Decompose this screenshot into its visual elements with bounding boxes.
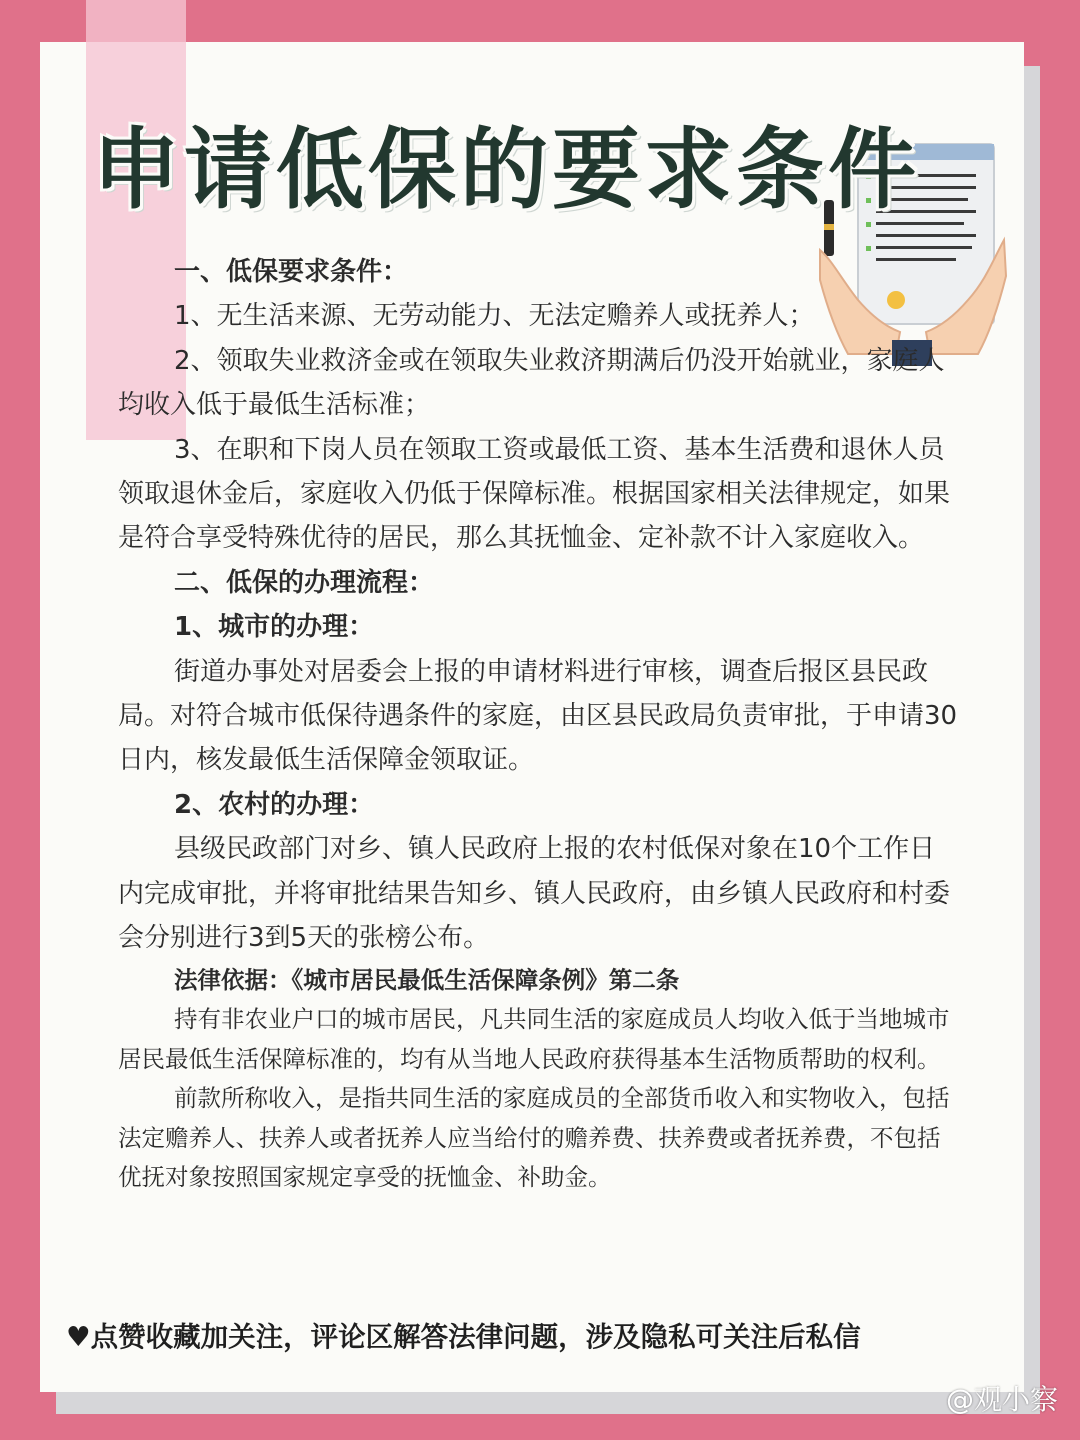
subheading-rural: 2、农村的办理： — [174, 789, 375, 820]
page-title: 申请低保的要求条件 — [92, 118, 921, 221]
subheading-city: 1、城市的办理： — [174, 612, 375, 643]
article-body — [118, 250, 958, 1198]
legal-basis-heading: 法律依据：《城市居民最低生活保障条例》第二条 — [174, 965, 680, 994]
legal-basis-paragraph-1: 持有非农业户口的城市居民，凡共同生活的家庭成员人均收入低于当地城市居民最低生活保障标准的，均有从当地人民政府获得基本生活物质帮助的权利。 — [118, 1005, 950, 1073]
paragraph-requirement-2: 2、领取失业救济金或在领取失业救济期满后仍没开始就业，家庭人均收入低于最低生活标准； — [118, 345, 945, 421]
footer-call-to-action: ♥点赞收藏加关注，评论区解答法律问题，涉及隐私可关注后私信 — [66, 1321, 861, 1353]
paragraph-city-process: 街道办事处对居委会上报的申请材料进行审核，调查后报区县民政局。对符合城市低保待遇条件的家庭，由区县民政局负责审批，于申请30日内，核发最低生活保障金领取证。 — [118, 656, 958, 776]
section-heading-process: 二、低保的办理流程： — [174, 567, 435, 598]
paragraph-rural-process: 县级民政部门对乡、镇人民政府上报的农村低保对象在10个工作日内完成审批，并将审批结果告知乡、镇人民政府，由乡镇人民政府和村委会分别进行3到5天的张榜公布。 — [118, 834, 951, 954]
paragraph-requirement-3: 3、在职和下岗人员在领取工资或最低工资、基本生活费和退休人员领取退休金后，家庭收入仍低于保障标准。根据国家相关法律规定，如果是符合享受特殊优待的居民，那么其抚恤金、定补款不计入家庭收入。 — [118, 434, 951, 554]
legal-basis-paragraph-2: 前款所称收入，是指共同生活的家庭成员的全部货币收入和实物收入，包括法定赡养人、扶养人或者抚养人应当给付的赡养费、扶养费或者抚养费，不包括优抚对象按照国家规定享受的抚恤金、补助金。 — [118, 1084, 950, 1191]
section-heading-requirements: 一、低保要求条件： — [174, 257, 409, 287]
paragraph-requirement-1: 1、无生活来源、无劳动能力、无法定赡养人或抚养人； — [174, 301, 815, 332]
watermark: @观小察 — [945, 1383, 1058, 1416]
